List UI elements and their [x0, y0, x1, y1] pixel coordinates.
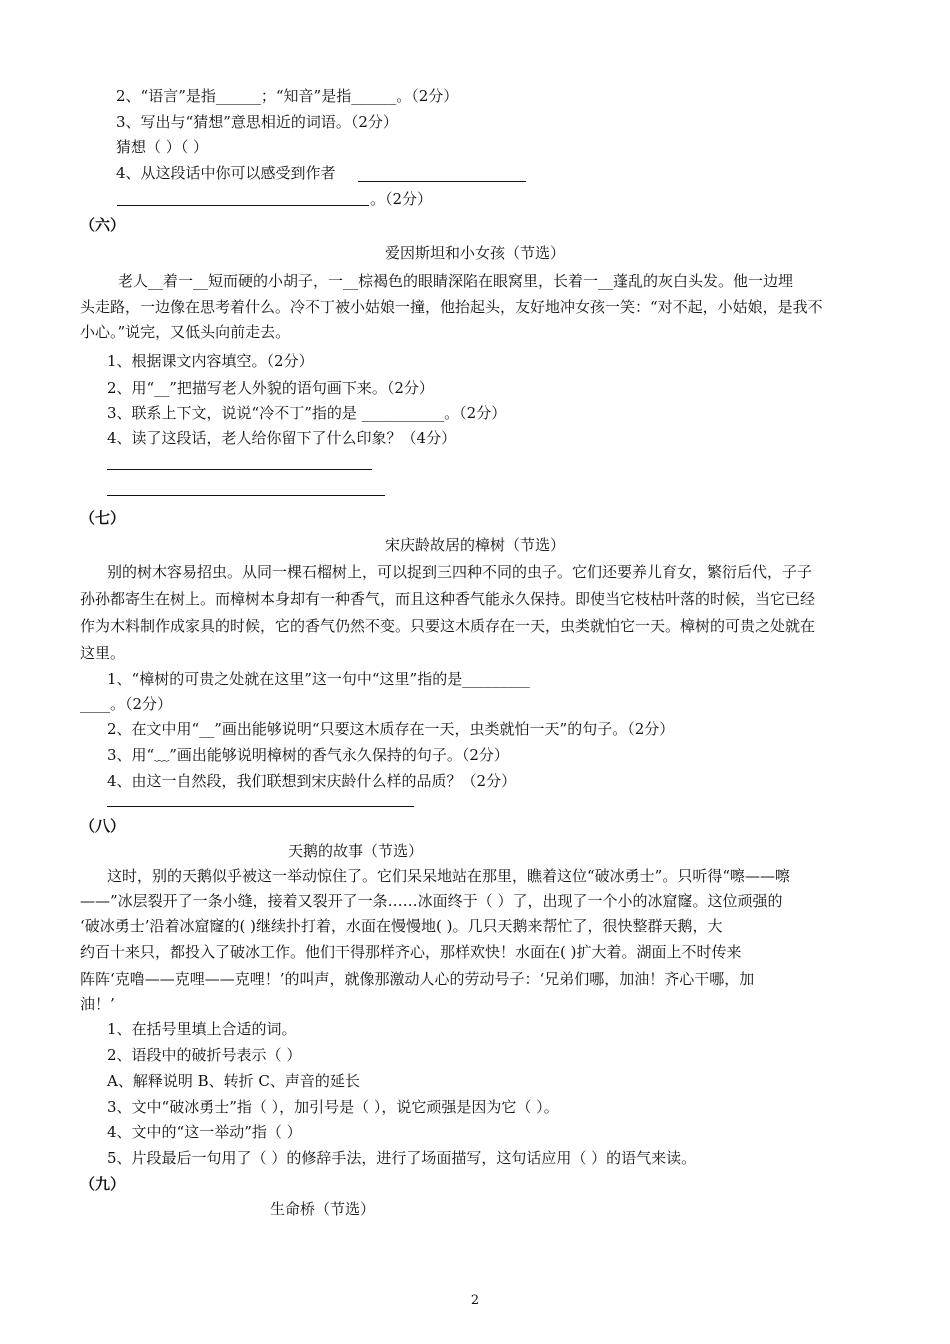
passage-text: 老人__着一__短而硬的小胡子，一__棕褐色的眼睛深陷在眼窝里，长着一__蓬乱的灰白头发。他一边埋	[118, 272, 794, 290]
answer-blank[interactable]	[107, 495, 385, 496]
question-line: 3、联系上下文，说说“冷不丁”指的是 ___________。（2分）	[107, 404, 507, 422]
passage-text: 小心。”说完，又低头向前走去。	[80, 323, 291, 341]
section-heading: （八）	[80, 817, 126, 835]
answer-blank[interactable]	[107, 469, 372, 470]
page-number: 2	[470, 1293, 480, 1308]
question-line: 4、由这一自然段，我们联想到宋庆龄什么样的品质？（2分）	[107, 772, 517, 790]
question-line: 3、写出与“猜想”意思相近的词语。（2分）	[116, 113, 398, 131]
question-line: 1、“樟树的可贵之处就在这里”这一句中“这里”指的是_________	[107, 670, 530, 688]
passage-text: ‘破冰勇士’沿着冰窟窿的( )继续扑打着，水面在慢慢地( )。几只天鹅来帮忙了，很快整群天鹅，大	[80, 917, 723, 935]
answer-blank[interactable]	[107, 806, 414, 807]
section-heading: （九）	[80, 1175, 126, 1193]
answer-options: A、解释说明 B、转折 C、声音的延长	[107, 1072, 360, 1090]
passage-title: 爱因斯坦和小女孩（节选）	[384, 244, 565, 262]
question-line: ____。（2分）	[80, 695, 173, 713]
passage-text: 别的树木容易招虫。从同一棵石榴树上，可以捉到三四种不同的虫子。它们还要养儿育女，繁衍后代，子子	[107, 563, 813, 581]
question-line: 4、从这段话中你可以感受到作者	[116, 164, 336, 182]
section-heading: （七）	[80, 509, 126, 527]
question-line: 2、在文中用“__”画出能够说明“只要这木质存在一天，虫类就怕一天”的句子。（2分）	[107, 720, 675, 738]
passage-title: 生命桥（节选）	[270, 1200, 376, 1218]
question-line: 。（2分）	[370, 190, 433, 208]
passage-title: 天鹅的故事（节选）	[288, 842, 424, 860]
answer-blank[interactable]	[358, 181, 526, 182]
passage-text: 油！’	[80, 995, 115, 1013]
question-line: 3、用“﹏”画出能够说明樟树的香气永久保持的句子。（2分）	[107, 746, 509, 764]
section-heading: （六）	[80, 216, 126, 234]
question-line: 1、在括号里填上合适的词。	[107, 1020, 297, 1038]
question-line: 2、用“__”把描写老人外貌的语句画下来。（2分）	[107, 379, 434, 397]
passage-text: 这时，别的天鹅似乎被这一举动惊住了。它们呆呆地站在那里，瞧着这位“破冰勇士”。只听得“嚓——嚓	[107, 867, 791, 885]
passage-text: 作为木料制作成家具的时候，它的香气仍然不变。只要这木质存在一天，虫类就怕它一天。樟树的可贵之处就在	[80, 617, 816, 635]
question-line: 2、语段中的破折号表示（ ）	[107, 1046, 302, 1064]
passage-text: 阵阵‘克噜——克哩——克哩！’的叫声，就像那激动人心的劳动号子：‘兄弟们哪，加油！齐心干哪，加	[80, 970, 755, 988]
question-line: 3、文中“破冰勇士”指（ ），加引号是（ ），说它顽强是因为它（ ）。	[107, 1098, 559, 1116]
passage-text: 头走路，一边像在思考着什么。冷不丁被小姑娘一撞，他抬起头，友好地冲女孩一笑：“对不起，小姑娘，是我不	[80, 298, 823, 316]
passage-title: 宋庆龄故居的樟树（节选）	[384, 536, 565, 554]
answer-line: 猜想（ ）（ ）	[116, 138, 209, 156]
question-line: 4、文中的“这一举动”指（ ）	[107, 1123, 302, 1141]
passage-text: 孙孙都寄生在树上。而樟树本身却有一种香气，而且这种香气能永久保持。即使当它枝枯叶落的时候，当它已经	[80, 590, 816, 608]
question-line: 1、根据课文内容填空。（2分）	[107, 352, 314, 370]
passage-text: 约百十来只，都投入了破冰工作。他们干得那样齐心，那样欢快！水面在( )扩大着。湖面上不时传来	[80, 943, 742, 961]
passage-text: 这里。	[80, 644, 126, 662]
question-line: 2、“语言”是指______；“知音”是指______。（2分）	[116, 87, 459, 105]
question-line: 5、片段最后一句用了（ ）的修辞手法，进行了场面描写，这句话应用（ ）的语气来读。	[107, 1149, 697, 1167]
question-line: 4、读了这段话，老人给你留下了什么印象？（4分）	[107, 429, 457, 447]
passage-text: ——”冰层裂开了一条小缝，接着又裂开了一条……冰面终于（ ）了，出现了一个小的冰窟窿。这位顽强的	[80, 892, 783, 910]
